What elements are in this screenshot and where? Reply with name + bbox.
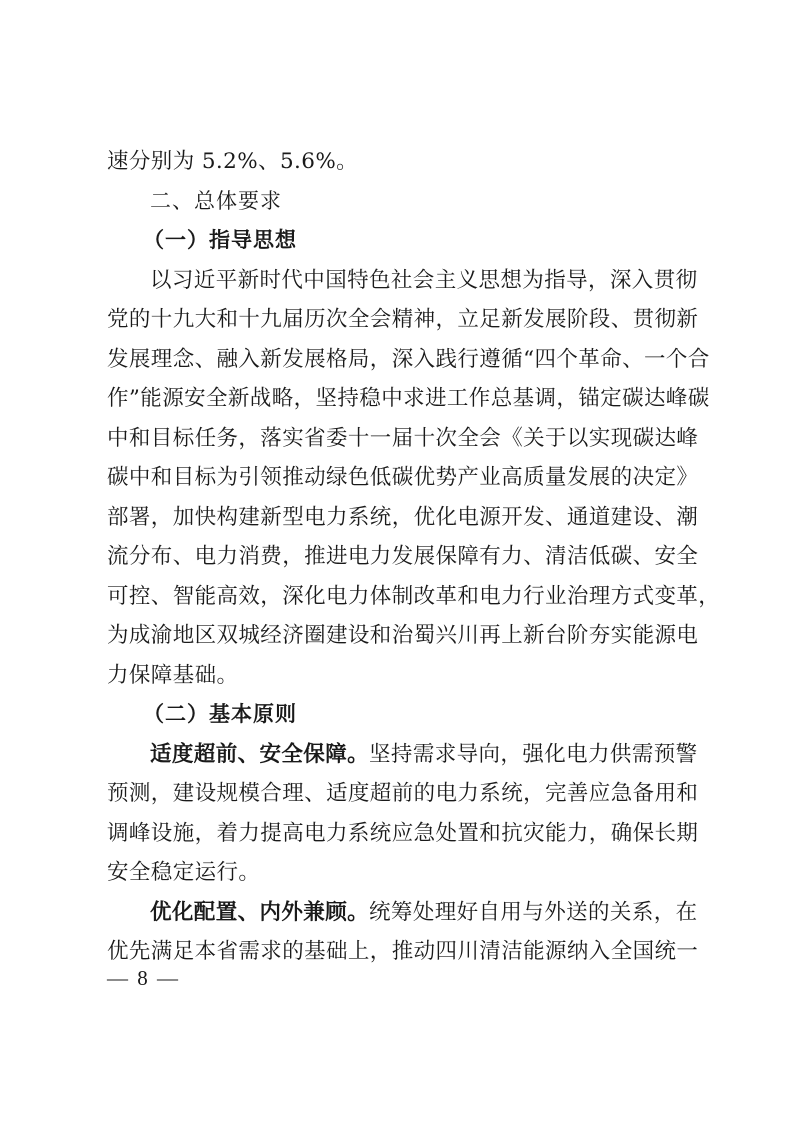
body-text-line: 中和目标任务，落实省委十一届十次全会《关于以实现碳达峰 [107, 425, 699, 451]
principle-paragraph-line [107, 893, 698, 933]
document-page [107, 142, 721, 972]
body-text-line: 为成渝地区双城经济圈建设和治蜀兴川再上新台阶夯实能源电 [107, 623, 699, 648]
body-text-line: 调峰设施，着力提高电力系统应急处置和抗灾能力，确保长期 [107, 820, 699, 846]
principle-title: 适度超前、安全保障。 [150, 741, 370, 767]
body-text-line: 速分别为 5.2%、5.6%。 [107, 149, 359, 174]
body-text-line: 预测，建设规模合理、适度超前的电力系统，完善应急备用和 [107, 781, 699, 806]
principle-paragraph-line [107, 735, 698, 775]
body-text-line: 力保障基础。 [107, 662, 239, 688]
principle-text: 统筹处理好自用与外送的关系，在 [369, 899, 698, 925]
body-text-line: 安全稳定运行。 [107, 860, 261, 885]
body-text-line: 优先满足本省需求的基础上，推动四川清洁能源纳入全国统一 [107, 939, 699, 964]
body-text-line: 党的十九大和十九届历次全会精神，立足新发展阶段、贯彻新 [107, 307, 699, 332]
body-text-line: 可控、智能高效，深化电力体制改革和电力行业治理方式变革， [107, 583, 721, 609]
body-text-line: 作”能源安全新战略，坚持稳中求进工作总基调，锚定碳达峰碳 [107, 386, 710, 411]
body-text-line: 碳中和目标为引领推动绿色低碳优势产业高质量发展的决定》 [107, 465, 699, 490]
body-text-line: 发展理念、融入新发展格局，深入践行遵循“四个革命、一个合 [107, 346, 710, 372]
page-number: — 8 — [107, 966, 180, 990]
subsection-heading: （一）指导思想 [143, 228, 297, 252]
body-text-line: 流分布、电力消费，推进电力发展保障有力、清洁低碳、安全 [107, 544, 699, 569]
body-text-line: 以习近平新时代中国特色社会主义思想为指导，深入贯彻 [150, 267, 698, 293]
section-heading: 二、总体要求 [150, 188, 282, 213]
principle-text: 坚持需求导向，强化电力供需预警 [369, 741, 698, 767]
principle-title: 优化配置、内外兼顾。 [150, 899, 370, 925]
body-text-line: 部署，加快构建新型电力系统，优化电源开发、通道建设、潮 [107, 504, 699, 530]
subsection-heading: （二）基本原则 [143, 702, 297, 726]
